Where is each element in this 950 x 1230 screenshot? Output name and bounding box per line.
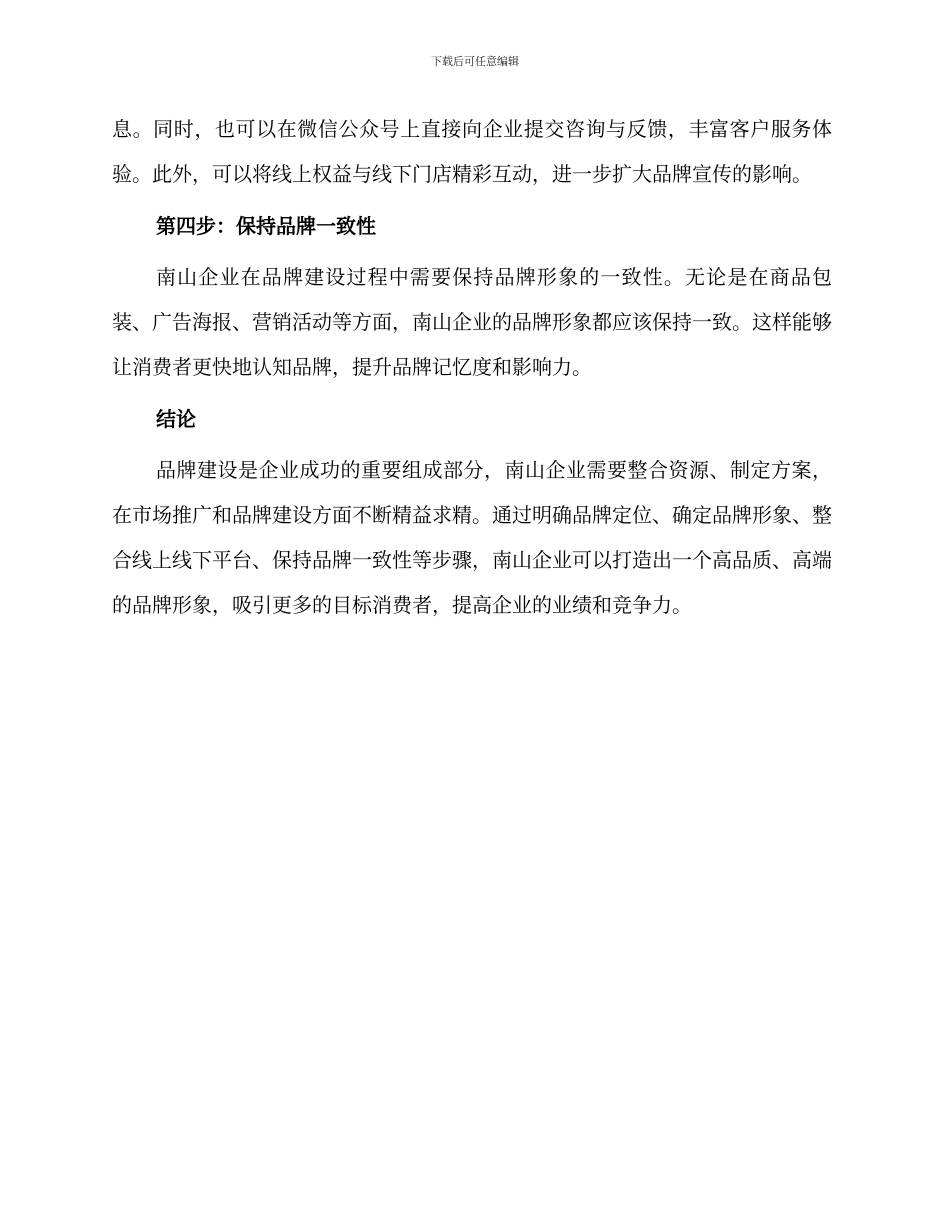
paragraph-continuation: 息。同时，也可以在微信公众号上直接向企业提交咨询与反馈，丰富客户服务体验。此外，可以将线上权益与线下门店精彩互动，进一步扩大品牌宣传的影响。 <box>112 117 832 186</box>
page-header: 下载后可任意编辑 <box>431 55 519 68</box>
document-body <box>112 107 832 628</box>
paragraph-brand-consistency: 南山企业在品牌建设过程中需要保持品牌形象的一致性。无论是在商品包装、广告海报、营销活动等方面，南山企业的品牌形象都应该保持一致。这样能够让消费者更快地认知品牌，提升品牌记忆度和影响力。 <box>112 265 832 379</box>
paragraph-conclusion: 品牌建设是企业成功的重要组成部分，南山企业需要整合资源、制定方案，在市场推广和品牌建设方面不断精益求精。通过明确品牌定位、确定品牌形象、整合线上线下平台、保持品牌一致性等步骤，南山企业可以打造出一个高品质、高端的品牌形象，吸引更多的目标消费者，提高企业的业绩和竞争力。 <box>112 458 832 617</box>
section-heading-step4: 第四步：保持品牌一致性 <box>156 214 376 238</box>
section-heading-conclusion: 结论 <box>156 407 196 431</box>
